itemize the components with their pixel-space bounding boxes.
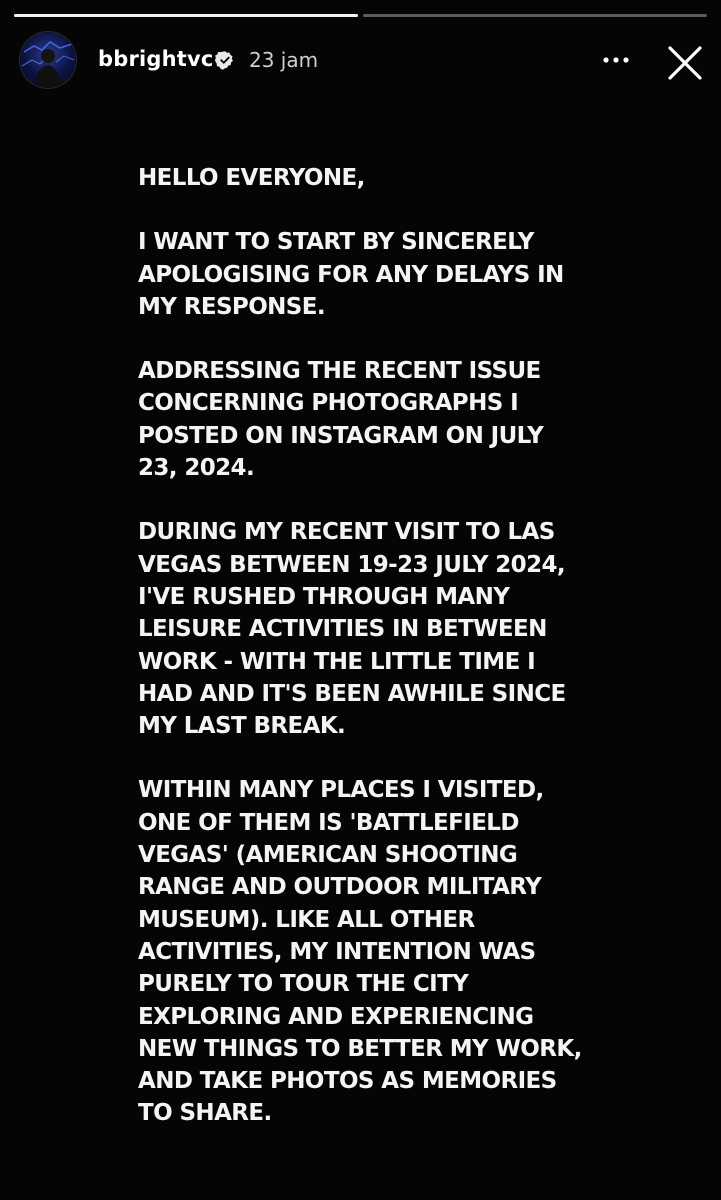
message-line: AND TAKE PHOTOS AS MEMORIES <box>138 1068 557 1095</box>
message-line: WORK - WITH THE LITTLE TIME I <box>138 648 536 675</box>
message-line: PURELY TO TOUR THE CITY <box>138 971 469 998</box>
story-header <box>0 32 721 90</box>
message-line: NEW THINGS TO BETTER MY WORK, <box>138 1035 582 1062</box>
message-line: CONCERNING PHOTOGRAPHS I <box>138 390 519 417</box>
message-line: ACTIVITIES, MY INTENTION WAS <box>138 938 536 965</box>
message-line: TO SHARE. <box>138 1100 272 1127</box>
message-line: LEISURE ACTIVITIES IN BETWEEN <box>138 616 547 643</box>
message-line: VEGAS BETWEEN 19-23 JULY 2024, <box>138 551 566 578</box>
message-line: APOLOGISING FOR ANY DELAYS IN <box>138 261 564 288</box>
message-line: WITHIN MANY PLACES I VISITED, <box>138 777 544 804</box>
message-paragraph <box>138 226 608 323</box>
message-line: DURING MY RECENT VISIT TO LAS <box>138 519 555 546</box>
message-paragraph <box>138 516 608 742</box>
avatar-image <box>20 32 76 88</box>
message-line: POSTED ON INSTAGRAM ON JULY <box>138 422 544 449</box>
message-line: I WANT TO START BY SINCERELY <box>138 229 534 256</box>
verified-badge-icon <box>215 50 235 70</box>
story-text-message <box>138 162 608 1162</box>
message-line: HAD AND IT'S BEEN AWHILE SINCE <box>138 680 566 707</box>
story-progress-fill <box>14 14 358 17</box>
message-line: ADDRESSING THE RECENT ISSUE <box>138 358 541 385</box>
message-paragraph <box>138 355 608 484</box>
more-options-icon[interactable] <box>598 50 634 70</box>
story-timestamp: 23 jam <box>249 48 319 72</box>
avatar[interactable] <box>20 32 76 88</box>
message-line: EXPLORING AND EXPERIENCING <box>138 1003 534 1030</box>
message-paragraph <box>138 774 608 1129</box>
message-line: VEGAS' (AMERICAN SHOOTING <box>138 842 518 869</box>
story-progress-bar <box>0 14 721 18</box>
message-paragraph <box>138 162 608 194</box>
message-line: MUSEUM). LIKE ALL OTHER <box>138 906 475 933</box>
message-line: MY LAST BREAK. <box>138 713 346 740</box>
message-line: MY RESPONSE. <box>138 293 326 320</box>
username[interactable]: bbrightvc <box>98 47 214 71</box>
close-icon[interactable] <box>664 42 706 84</box>
story-progress-segment <box>363 14 707 17</box>
message-line: HELLO EVERYONE, <box>138 165 365 191</box>
message-line: ONE OF THEM IS 'BATTLEFIELD <box>138 809 519 836</box>
message-line: 23, 2024. <box>138 455 255 482</box>
message-line: RANGE AND OUTDOOR MILITARY <box>138 874 542 901</box>
message-line: I'VE RUSHED THROUGH MANY <box>138 583 510 610</box>
story-progress-segment <box>14 14 358 17</box>
